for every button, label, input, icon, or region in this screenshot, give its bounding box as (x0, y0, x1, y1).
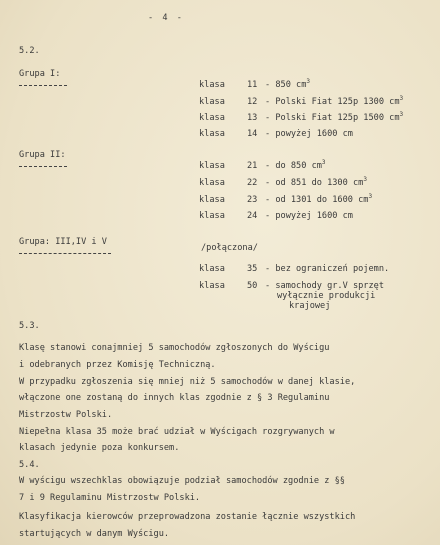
paragraph-line: klasach jedynie poza konkursem. (19, 443, 180, 453)
paragraph-line: Klasyfikacja kierowców przeprowadzona zostanie łącznie wszystkich (19, 512, 356, 522)
class-label: klasa (199, 113, 225, 123)
class-description-cont: wyłącznie produkcji (277, 291, 376, 301)
group-3-underline (19, 253, 111, 254)
class-description: - 850 $cm^3$ (265, 78, 311, 90)
group-2-title: Grupa II: (19, 150, 66, 160)
class-description: - od 1301 do 1600 $cm^3$ (265, 193, 373, 205)
paragraph-line: włączone one zostaną do innych klas zgodnie z § 3 Regulaminu (19, 393, 330, 403)
class-number: 23 (247, 195, 258, 205)
paragraph-line: i odebranych przez Komisję Techniczną. (19, 360, 216, 370)
class-number: 35 (247, 264, 258, 274)
class-description: - Polski Fiat 125p 1300 $cm^3$ (265, 95, 404, 107)
paragraph-line: W przypadku zgłoszenia się mniej niż 5 samochodów w danej klasie, (19, 377, 356, 387)
group-1-underline (19, 85, 67, 86)
class-number: 22 (247, 178, 258, 188)
paragraph-line: 7 i 9 Regulaminu Mistrzostw Polski. (19, 493, 201, 503)
section-5-2-heading: 5.2. (19, 46, 40, 56)
class-label: klasa (199, 97, 225, 107)
class-description-cont: krajowej (289, 301, 331, 311)
class-label: klasa (199, 195, 225, 205)
class-description: - Polski Fiat 125p 1500 $cm^3$ (265, 111, 404, 123)
class-label: klasa (199, 211, 225, 221)
paragraph-line: Mistrzostw Polski. (19, 410, 113, 420)
group-3-title: Grupa: III,IV i V (19, 237, 107, 247)
paragraph-line: startujących w danym Wyścigu. (19, 529, 170, 539)
class-label: klasa (199, 264, 225, 274)
group-2-underline (19, 166, 67, 167)
class-description: - powyżej 1600 cm (265, 129, 353, 139)
class-number: 14 (247, 129, 258, 139)
section-5-4-heading: 5.4. (19, 460, 40, 470)
class-description: - do 850 $cm^3$ (265, 159, 326, 171)
paragraph-line: Klasę stanowi conajmniej 5 samochodów zgłoszonych do Wyścigu (19, 343, 330, 353)
class-label: klasa (199, 178, 225, 188)
group-1-title: Grupa I: (19, 69, 61, 79)
class-label: klasa (199, 281, 225, 291)
class-number: 13 (247, 113, 258, 123)
class-description: - samochody gr.V sprzęt (265, 281, 384, 291)
section-5-3-heading: 5.3. (19, 321, 40, 331)
class-label: klasa (199, 161, 225, 171)
class-description: - powyżej 1600 cm (265, 211, 353, 221)
group-3-note: /połączona/ (201, 243, 258, 253)
paragraph-line: Niepełna klasa 35 może brać udział w Wyścigach rozgrywanych w (19, 427, 335, 437)
class-number: 12 (247, 97, 258, 107)
class-number: 21 (247, 161, 258, 171)
class-label: klasa (199, 80, 225, 90)
class-description: - bez ograniczeń pojemn. (265, 264, 390, 274)
class-description: - od 851 do 1300 $cm^3$ (265, 176, 367, 188)
page-number: - 4 - (148, 13, 184, 23)
class-number: 11 (247, 80, 258, 90)
paragraph-line: W wyścigu wszechklas obowiązuje podział samochodów zgodnie z §§ (19, 476, 345, 486)
class-number: 50 (247, 281, 258, 291)
class-number: 24 (247, 211, 258, 221)
class-label: klasa (199, 129, 225, 139)
